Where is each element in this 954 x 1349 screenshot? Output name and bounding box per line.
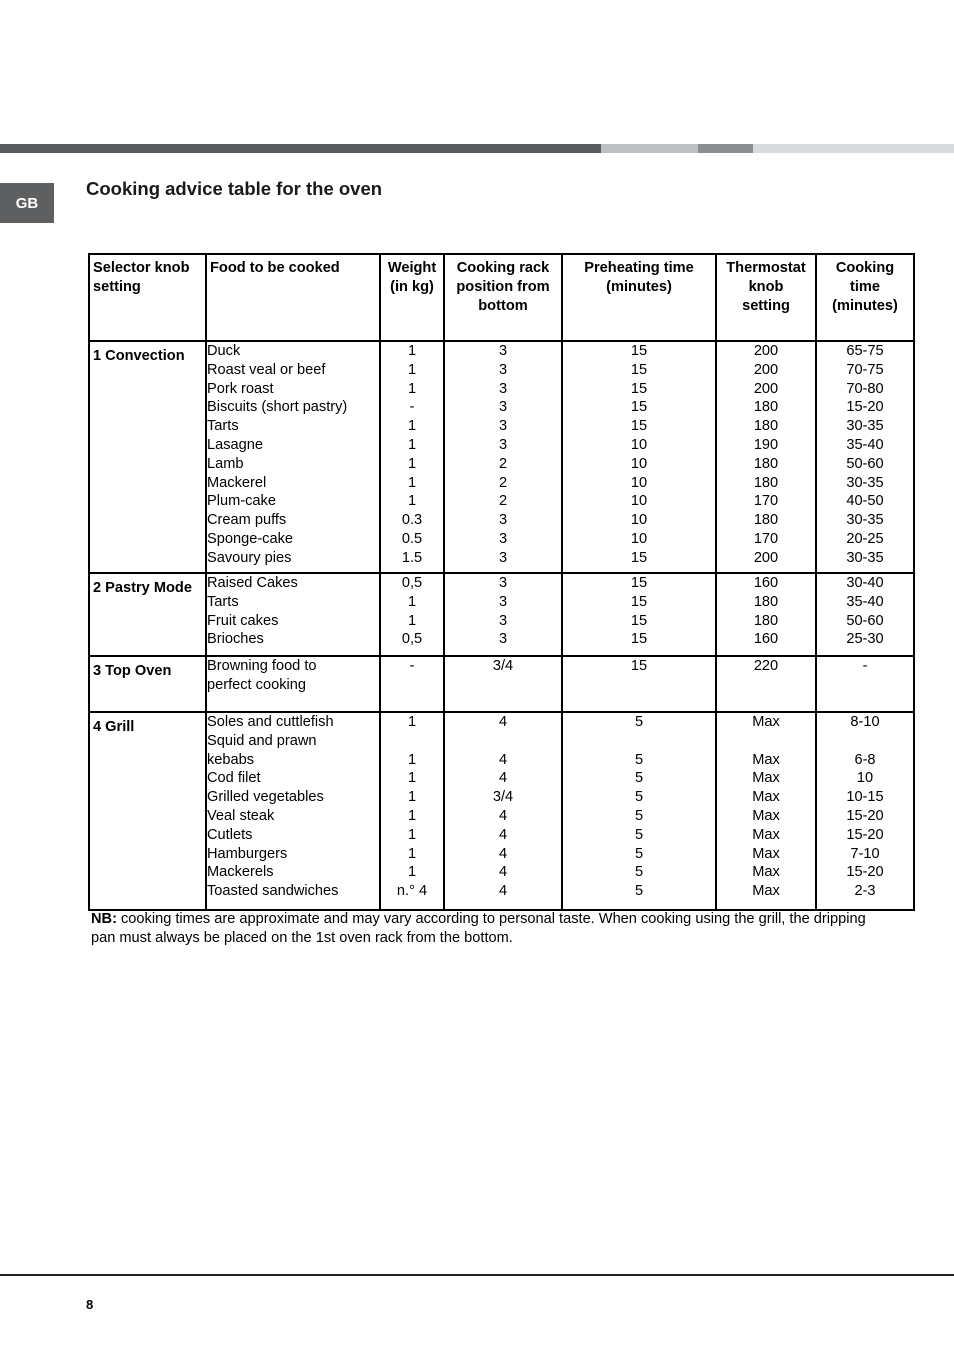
- cell-value: Hamburgers: [207, 845, 288, 862]
- cell-value: Browning food to: [207, 658, 317, 674]
- cell-value: 35-40: [846, 436, 884, 453]
- cell-value: Max: [752, 751, 780, 768]
- cell-value: Max: [752, 770, 780, 787]
- footer-rule: [0, 1274, 954, 1276]
- cell-value: 15-20: [846, 864, 884, 881]
- cell-value: [563, 732, 715, 751]
- cell-value: 6-8: [854, 751, 876, 768]
- cell-value: 15: [630, 361, 648, 378]
- cell-value: 3: [498, 399, 508, 416]
- cell-value: Max: [752, 789, 780, 806]
- preheat-list: [562, 573, 716, 656]
- selector-setting: 3 Top Oven: [89, 656, 206, 712]
- cell-value: 3: [498, 343, 508, 359]
- cell-value: 7-10: [850, 845, 880, 862]
- cell-value: 1: [407, 455, 417, 472]
- page-number: 8: [86, 1297, 94, 1312]
- cell-value: 190: [753, 436, 779, 453]
- group-row-grill: [89, 712, 914, 910]
- cell-value: 4: [498, 751, 508, 768]
- cell-value: 15: [630, 343, 648, 359]
- thermostat-list: [716, 656, 816, 712]
- cell-value: 0.5: [401, 530, 423, 547]
- cell-value: 2-3: [854, 883, 876, 900]
- cell-value: 10: [630, 455, 648, 472]
- cell-value: 2: [498, 455, 508, 472]
- weight-list: [380, 573, 444, 656]
- cell-value: 1: [407, 418, 417, 435]
- cell-value: 170: [753, 530, 779, 547]
- cell-value: Cream puffs: [207, 512, 287, 529]
- thermostat-list: [716, 341, 816, 573]
- selector-setting: 2 Pastry Mode: [89, 573, 206, 656]
- cell-value: 180: [753, 593, 779, 610]
- cell-value: 4: [498, 845, 508, 862]
- food-list: [206, 712, 380, 910]
- cell-value: -: [409, 658, 415, 674]
- cell-value: 3: [498, 380, 508, 397]
- cell-value: 1: [407, 380, 417, 397]
- cell-value: Roast veal or beef: [207, 361, 326, 378]
- cell-value: 160: [753, 631, 779, 648]
- cell-value: 5: [634, 751, 644, 768]
- cell-value: 15: [630, 612, 648, 629]
- cell-value: Biscuits (short pastry): [207, 399, 348, 416]
- cell-value: 5: [634, 714, 644, 730]
- cell-value: 8-10: [850, 714, 880, 730]
- cell-value: Plum-cake: [207, 493, 276, 510]
- cell-value: 1: [407, 474, 417, 491]
- cell-value: Tarts: [207, 418, 239, 435]
- cell-value: Duck: [207, 343, 241, 359]
- cell-value: 15: [630, 658, 648, 674]
- cell-value: 10: [630, 436, 648, 453]
- cell-value: 0,5: [401, 631, 423, 648]
- cell-value: Sponge-cake: [207, 530, 294, 547]
- cooking-time-list: [816, 573, 914, 656]
- cell-value: 15: [630, 593, 648, 610]
- note-text: [91, 910, 891, 948]
- cell-value: Mackerel: [207, 474, 267, 491]
- cell-value: 35-40: [846, 593, 884, 610]
- cell-value: 160: [753, 575, 779, 591]
- table-header-row: [89, 254, 914, 341]
- cell-value: 5: [634, 845, 644, 862]
- cell-value: perfect cooking: [207, 676, 306, 693]
- cell-value: 10: [630, 493, 648, 510]
- cell-value: 3: [498, 549, 508, 566]
- cell-value: 1: [407, 714, 417, 730]
- cell-value: 10: [630, 530, 648, 547]
- cell-value: 180: [753, 612, 779, 629]
- cell-value: Veal steak: [207, 807, 275, 824]
- note-label: NB:: [91, 911, 117, 927]
- weight-list: [380, 656, 444, 712]
- cell-value: 180: [753, 455, 779, 472]
- language-tab: GB: [0, 183, 54, 223]
- cell-value: 15: [630, 418, 648, 435]
- food-list: [206, 656, 380, 712]
- cell-value: 4: [498, 714, 508, 730]
- cell-value: 30-35: [846, 549, 884, 566]
- selector-setting: 1 Convection: [89, 341, 206, 573]
- cell-value: 4: [498, 883, 508, 900]
- cell-value: Tarts: [207, 593, 239, 610]
- cell-value: 5: [634, 883, 644, 900]
- cell-value: 1: [407, 770, 417, 787]
- group-row-pastry-mode: [89, 573, 914, 656]
- cell-value: [445, 732, 561, 751]
- cell-value: -: [862, 658, 868, 674]
- cell-value: 180: [753, 512, 779, 529]
- cell-value: 1: [407, 436, 417, 453]
- group-row-convection: [89, 341, 914, 573]
- cell-value: 200: [753, 343, 779, 359]
- cell-value: 5: [634, 770, 644, 787]
- cell-value: 3: [498, 512, 508, 529]
- cell-value: 0,5: [401, 575, 423, 591]
- preheat-list: [562, 656, 716, 712]
- header-color-bar: [0, 144, 954, 153]
- cell-value: 15: [630, 549, 648, 566]
- cell-value: 15-20: [846, 399, 884, 416]
- weight-list: [380, 712, 444, 910]
- cell-value: 10: [856, 770, 874, 787]
- rack-list: [444, 656, 562, 712]
- cell-value: Max: [752, 807, 780, 824]
- cell-value: Squid and prawn: [207, 732, 317, 749]
- cell-value: 10: [630, 512, 648, 529]
- cell-value: n.° 4: [396, 883, 428, 900]
- rack-list: [444, 573, 562, 656]
- cell-value: 200: [753, 380, 779, 397]
- cell-value: 70-75: [846, 361, 884, 378]
- cell-value: 30-35: [846, 418, 884, 435]
- header-preheat: Preheating time (minutes): [562, 254, 716, 341]
- cell-value: Soles and cuttlefish: [207, 714, 334, 730]
- cell-value: 170: [753, 493, 779, 510]
- cell-value: 5: [634, 826, 644, 843]
- cell-value: -: [409, 399, 415, 416]
- thermostat-list: [716, 573, 816, 656]
- cell-value: 3: [498, 530, 508, 547]
- cell-value: Max: [752, 883, 780, 900]
- cell-value: 180: [753, 418, 779, 435]
- cell-value: 15: [630, 575, 648, 591]
- header-selector: Selector knob setting: [89, 254, 206, 341]
- cell-value: 15-20: [846, 807, 884, 824]
- cell-value: 1: [407, 343, 417, 359]
- header-food: Food to be cooked: [206, 254, 380, 341]
- cell-value: 15: [630, 399, 648, 416]
- cell-value: 2: [498, 474, 508, 491]
- cell-value: 25-30: [846, 631, 884, 648]
- thermostat-list: [716, 712, 816, 910]
- food-list: [206, 341, 380, 573]
- cell-value: 4: [498, 864, 508, 881]
- cell-value: 30-35: [846, 512, 884, 529]
- cell-value: 65-75: [846, 343, 884, 359]
- cell-value: 3: [498, 361, 508, 378]
- cell-value: 1: [407, 845, 417, 862]
- cell-value: 4: [498, 770, 508, 787]
- cell-value: Cutlets: [207, 826, 253, 843]
- header-thermostat: Thermostat knob setting: [716, 254, 816, 341]
- cell-value: [717, 732, 815, 751]
- cell-value: 50-60: [846, 612, 884, 629]
- cooking-time-list: [816, 712, 914, 910]
- cell-value: 4: [498, 826, 508, 843]
- cell-value: 200: [753, 361, 779, 378]
- page-title: Cooking advice table for the oven: [86, 178, 383, 199]
- preheat-list: [562, 712, 716, 910]
- cell-value: 180: [753, 474, 779, 491]
- cell-value: 2: [498, 493, 508, 510]
- cell-value: 1: [407, 361, 417, 378]
- cell-value: Lamb: [207, 455, 244, 472]
- cell-value: Lasagne: [207, 436, 263, 453]
- cell-value: 1: [407, 864, 417, 881]
- weight-list: [380, 341, 444, 573]
- cooking-advice-table: [88, 253, 915, 911]
- cell-value: Toasted sandwiches: [207, 883, 339, 900]
- cell-value: 3/4: [492, 658, 514, 674]
- cell-value: 1: [407, 789, 417, 806]
- cell-value: 15: [630, 631, 648, 648]
- cell-value: 4: [498, 807, 508, 824]
- header-rack: Cooking rack position from bottom: [444, 254, 562, 341]
- cell-value: Max: [752, 714, 780, 730]
- cell-value: 10-15: [846, 789, 884, 806]
- cell-value: 3: [498, 575, 508, 591]
- cell-value: 5: [634, 807, 644, 824]
- cell-value: 30-40: [846, 575, 884, 591]
- cell-value: 15: [630, 380, 648, 397]
- cell-value: 3: [498, 418, 508, 435]
- note-body: cooking times are approximate and may vary according to personal taste. When cooking using the grill, the dripping pan must always be placed on the 1st oven rack from the bottom.: [91, 911, 866, 946]
- header-cooking-time: Cooking time (minutes): [816, 254, 914, 341]
- cell-value: Brioches: [207, 631, 264, 648]
- cell-value: 1: [407, 612, 417, 629]
- rack-list: [444, 341, 562, 573]
- cell-value: 30-35: [846, 474, 884, 491]
- cell-value: 200: [753, 549, 779, 566]
- cell-value: Cod filet: [207, 770, 261, 787]
- food-list: [206, 573, 380, 656]
- cell-value: kebabs: [207, 751, 255, 768]
- cell-value: 1.5: [401, 549, 423, 566]
- cell-value: 10: [630, 474, 648, 491]
- cell-value: 1: [407, 751, 417, 768]
- cell-value: 50-60: [846, 455, 884, 472]
- cell-value: Fruit cakes: [207, 612, 279, 629]
- cell-value: Grilled vegetables: [207, 789, 324, 806]
- selector-setting: 4 Grill: [89, 712, 206, 910]
- cell-value: 0.3: [401, 512, 423, 529]
- cell-value: Max: [752, 864, 780, 881]
- cell-value: 20-25: [846, 530, 884, 547]
- cell-value: 3: [498, 631, 508, 648]
- cell-value: 3: [498, 612, 508, 629]
- cell-value: 3: [498, 436, 508, 453]
- cell-value: Pork roast: [207, 380, 274, 397]
- cell-value: 15-20: [846, 826, 884, 843]
- cell-value: Raised Cakes: [207, 575, 298, 591]
- cell-value: [817, 732, 913, 751]
- cell-value: Mackerels: [207, 864, 274, 881]
- preheat-list: [562, 341, 716, 573]
- cell-value: Savoury pies: [207, 549, 292, 566]
- cooking-time-list: [816, 656, 914, 712]
- cell-value: 70-80: [846, 380, 884, 397]
- cell-value: 1: [407, 807, 417, 824]
- cell-value: Max: [752, 826, 780, 843]
- cell-value: 3: [498, 593, 508, 610]
- rack-list: [444, 712, 562, 910]
- cell-value: 1: [407, 826, 417, 843]
- cell-value: 1: [407, 593, 417, 610]
- cell-value: 3/4: [492, 789, 514, 806]
- cooking-time-list: [816, 341, 914, 573]
- cell-value: [381, 732, 443, 751]
- cell-value: 1: [407, 493, 417, 510]
- group-row-top-oven: [89, 656, 914, 712]
- cell-value: Max: [752, 845, 780, 862]
- cell-value: 40-50: [846, 493, 884, 510]
- cell-value: 5: [634, 789, 644, 806]
- cell-value: 220: [753, 658, 779, 674]
- header-weight: Weight (in kg): [380, 254, 444, 341]
- cell-value: 180: [753, 399, 779, 416]
- cell-value: 5: [634, 864, 644, 881]
